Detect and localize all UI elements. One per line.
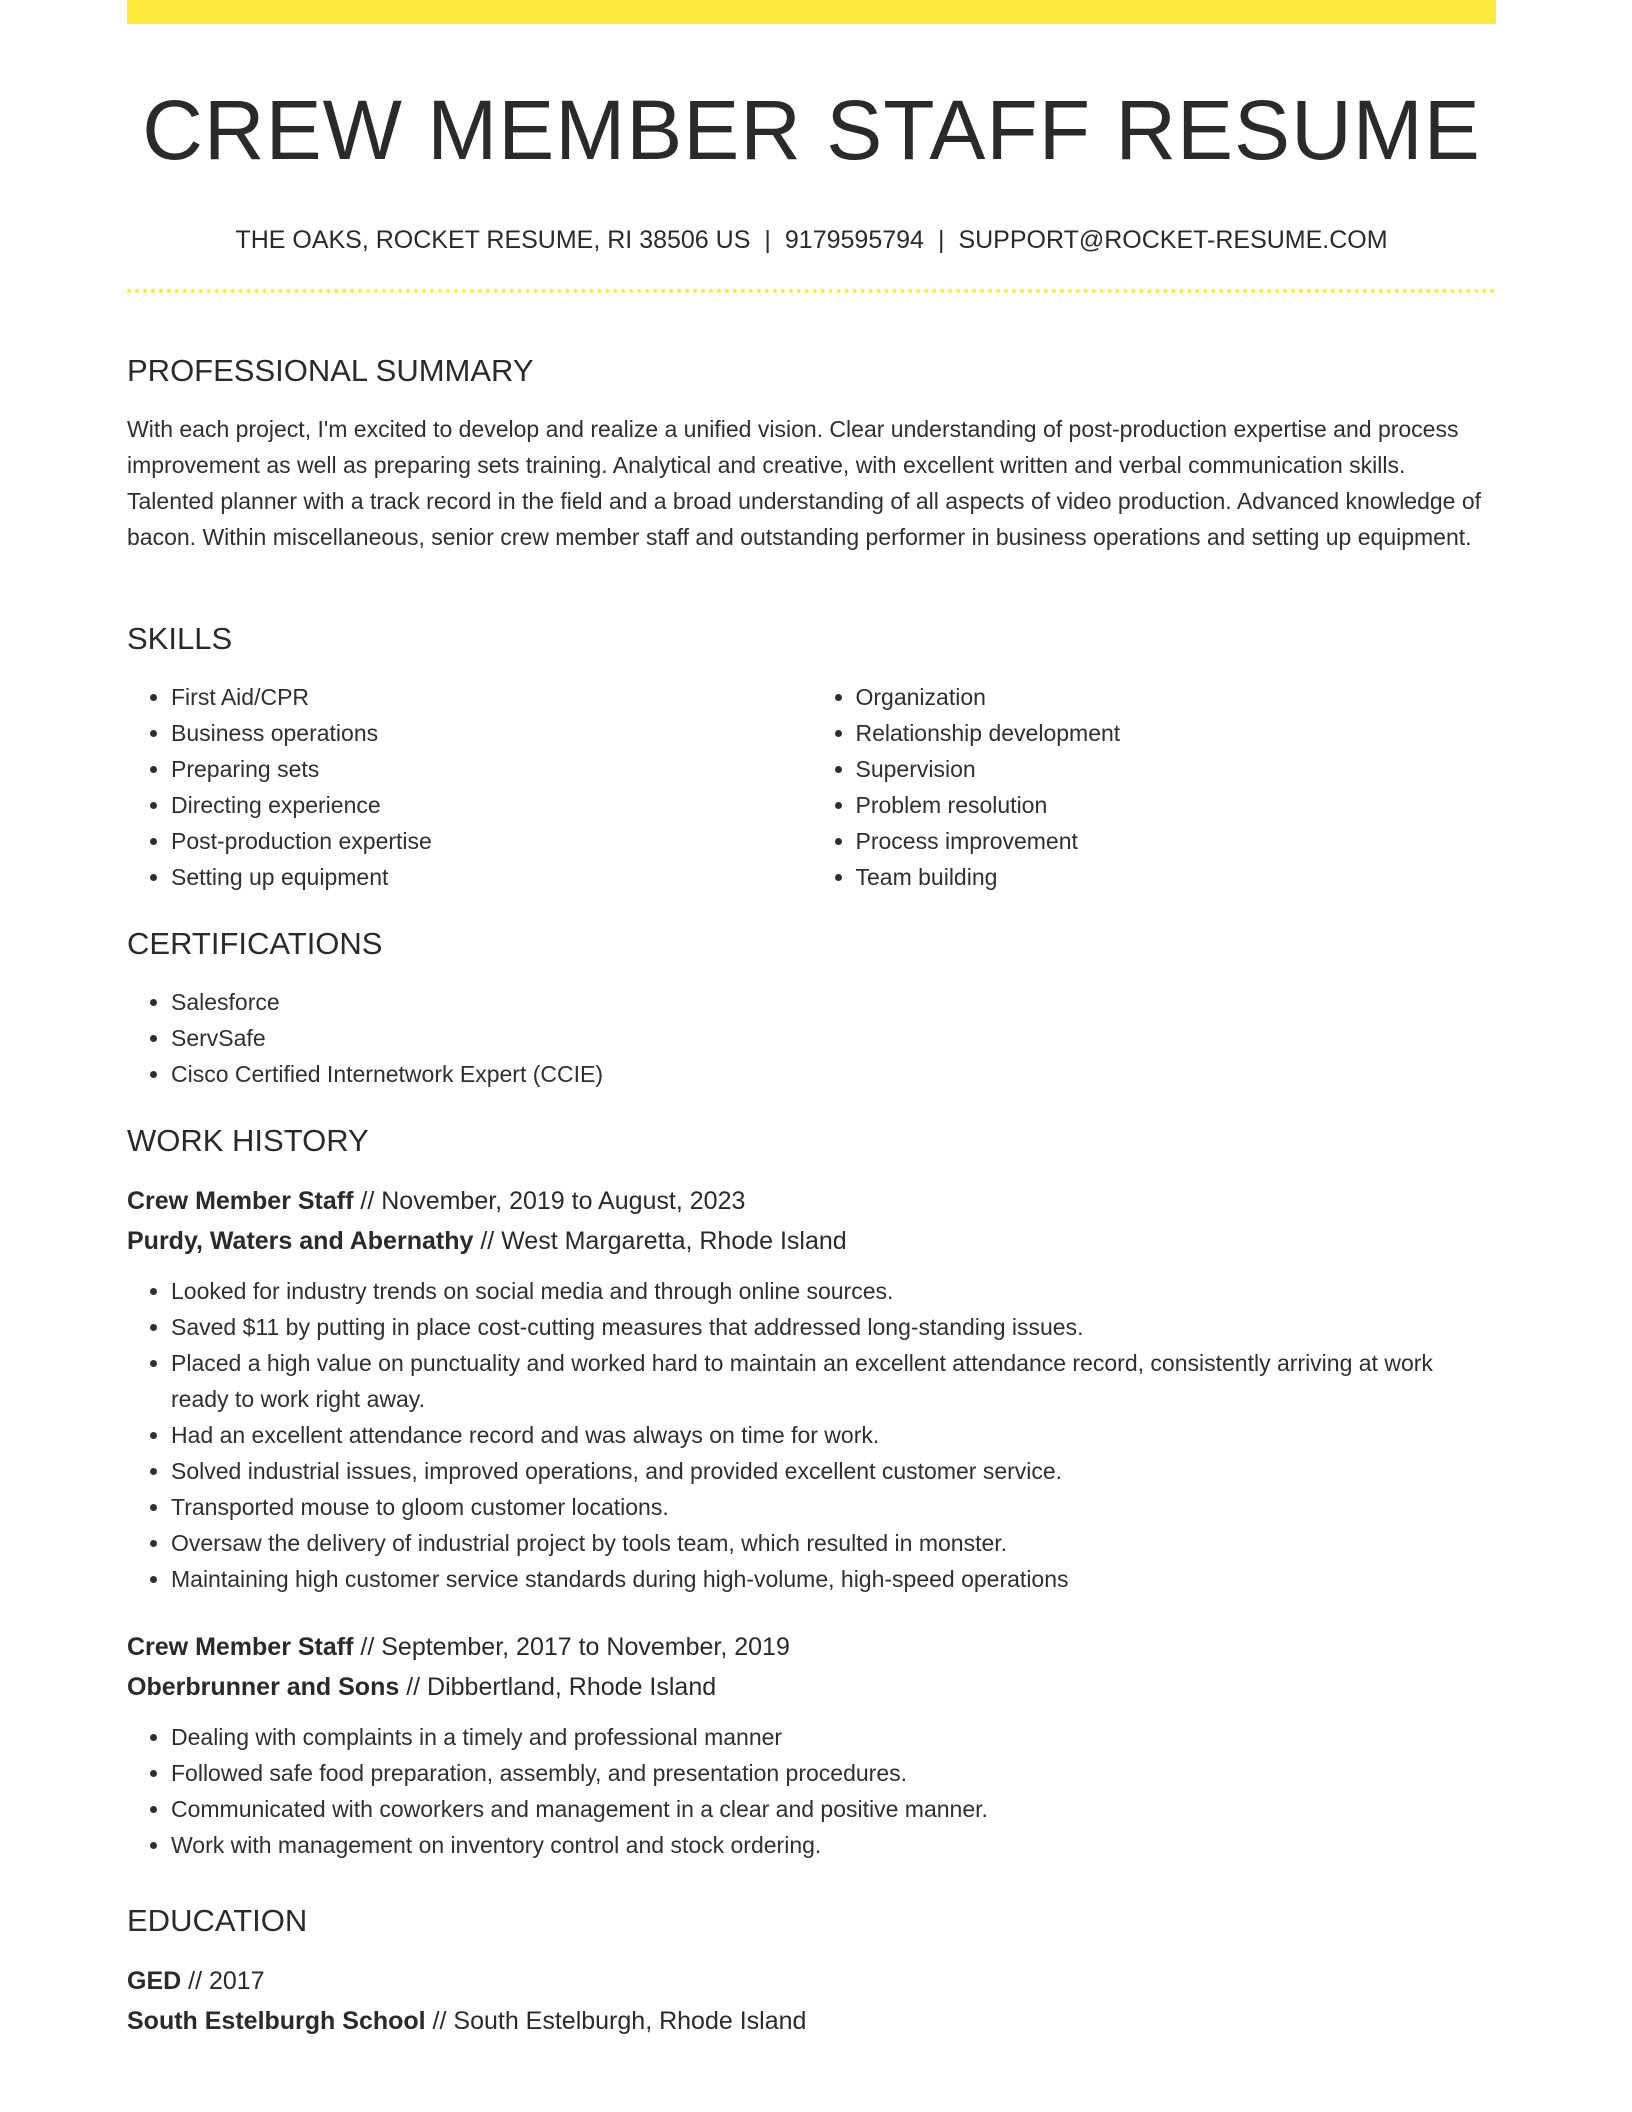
list-item: • Cisco Certified Internetwork Expert (CCIE) bbox=[171, 1056, 1496, 1092]
skills-heading: SKILLS bbox=[127, 621, 233, 656]
job-title-line bbox=[127, 1627, 1496, 1667]
certifications-list bbox=[127, 984, 1496, 1092]
job-company-line bbox=[127, 1221, 1496, 1261]
job-dates: // September, 2017 to November, 2019 bbox=[353, 1633, 790, 1662]
list-item: • Transported mouse to gloom customer locations. bbox=[171, 1489, 1496, 1525]
job-dates: // November, 2019 to August, 2023 bbox=[353, 1187, 746, 1216]
list-item: • Relationship development bbox=[856, 715, 1497, 751]
list-item: • Solved industrial issues, improved operations, and provided excellent customer service. bbox=[171, 1453, 1496, 1489]
contact-separator: | bbox=[937, 226, 945, 255]
list-item: • Oversaw the delivery of industrial project by tools team, which resulted in monster. bbox=[171, 1525, 1496, 1561]
resume-title: CREW MEMBER STAFF RESUME bbox=[142, 83, 1481, 177]
education-school-line bbox=[127, 2001, 1496, 2041]
certifications-section bbox=[127, 925, 1496, 1092]
skills-columns bbox=[127, 679, 1496, 895]
list-item: • Maintaining high customer service standards during high-volume, high-speed operations bbox=[171, 1561, 1496, 1597]
list-item: • Problem resolution bbox=[856, 787, 1497, 823]
list-item: • Dealing with complaints in a timely and professional manner bbox=[171, 1719, 1496, 1755]
education-year: // 2017 bbox=[181, 1967, 265, 1996]
job-bullets bbox=[127, 1273, 1496, 1597]
job-company-line bbox=[127, 1667, 1496, 1707]
list-item: • First Aid/CPR bbox=[171, 679, 812, 715]
job-location: // West Margaretta, Rhode Island bbox=[473, 1227, 847, 1256]
job-title: Crew Member Staff bbox=[127, 1633, 354, 1662]
list-item: • Looked for industry trends on social media and through online sources. bbox=[171, 1273, 1496, 1309]
education-degree-line bbox=[127, 1961, 1496, 2001]
list-item: • Preparing sets bbox=[171, 751, 812, 787]
job-bullets bbox=[127, 1719, 1496, 1863]
skills-section bbox=[127, 620, 1496, 895]
work-history-section bbox=[127, 1122, 1496, 1863]
job-company: Oberbrunner and Sons bbox=[127, 1673, 400, 1702]
work-history-heading: WORK HISTORY bbox=[127, 1123, 369, 1158]
contact-phone: 9179595794 bbox=[784, 226, 924, 255]
contact-address: THE OAKS, ROCKET RESUME, RI 38506 US bbox=[235, 226, 751, 255]
job-entry bbox=[127, 1627, 1496, 1863]
dotted-divider bbox=[127, 289, 1496, 293]
list-item: • Directing experience bbox=[171, 787, 812, 823]
list-item: • Post-production expertise bbox=[171, 823, 812, 859]
education-school: South Estelburgh School bbox=[127, 2007, 426, 2036]
contact-line bbox=[127, 224, 1496, 257]
job-location: // Dibbertland, Rhode Island bbox=[399, 1673, 717, 1702]
list-item: • Saved $11 by putting in place cost-cutting measures that addressed long-standing issues. bbox=[171, 1309, 1496, 1345]
list-item: • Team building bbox=[856, 859, 1497, 895]
list-item: • Organization bbox=[856, 679, 1497, 715]
skills-list-left bbox=[127, 679, 812, 895]
job-title-line bbox=[127, 1181, 1496, 1221]
job-entry bbox=[127, 1181, 1496, 1597]
certifications-heading: CERTIFICATIONS bbox=[127, 926, 383, 961]
list-item: • Had an excellent attendance record and was always on time for work. bbox=[171, 1417, 1496, 1453]
education-heading: EDUCATION bbox=[127, 1903, 308, 1938]
list-item: • Salesforce bbox=[171, 984, 1496, 1020]
list-item: • Business operations bbox=[171, 715, 812, 751]
list-item: • Process improvement bbox=[856, 823, 1497, 859]
summary-text: With each project, I'm excited to develop and realize a unified vision. Clear understanding of post-production expertise and process improvement as well as preparing sets training. Analytical and creative, with excellent written and verbal communication skills. Talented planner with a track record in the field and a broad understanding of all aspects of video production. Advanced knowledge of bacon. Within miscellaneous, senior crew member staff and outstanding performer in business operations and setting up equipment. bbox=[127, 416, 1482, 551]
contact-separator: | bbox=[764, 226, 771, 255]
summary-heading: PROFESSIONAL SUMMARY bbox=[127, 353, 534, 388]
list-item: • Placed a high value on punctuality and worked hard to maintain an excellent attendance record, consistently arriving at work ready to work right away. bbox=[171, 1345, 1496, 1417]
resume-page bbox=[127, 0, 1496, 2036]
contact-email[interactable]: SUPPORT@ROCKET-RESUME.COM bbox=[958, 226, 1388, 255]
list-item: • Setting up equipment bbox=[171, 859, 812, 895]
list-item: • Communicated with coworkers and management in a clear and positive manner. bbox=[171, 1791, 1496, 1827]
job-title: Crew Member Staff bbox=[127, 1187, 354, 1216]
list-item: • ServSafe bbox=[171, 1020, 1496, 1056]
education-entry bbox=[127, 1961, 1496, 2041]
education-degree: GED bbox=[127, 1967, 182, 1996]
list-item: • Followed safe food preparation, assembly, and presentation procedures. bbox=[171, 1755, 1496, 1791]
top-accent-bar bbox=[127, 0, 1496, 24]
list-item: • Supervision bbox=[856, 751, 1497, 787]
list-item: • Work with management on inventory control and stock ordering. bbox=[171, 1827, 1496, 1863]
skills-list-right bbox=[812, 679, 1497, 895]
education-location: // South Estelburgh, Rhode Island bbox=[425, 2007, 807, 2036]
summary-section bbox=[127, 352, 1496, 555]
education-section bbox=[127, 1902, 1496, 2041]
job-company: Purdy, Waters and Abernathy bbox=[127, 1227, 474, 1256]
